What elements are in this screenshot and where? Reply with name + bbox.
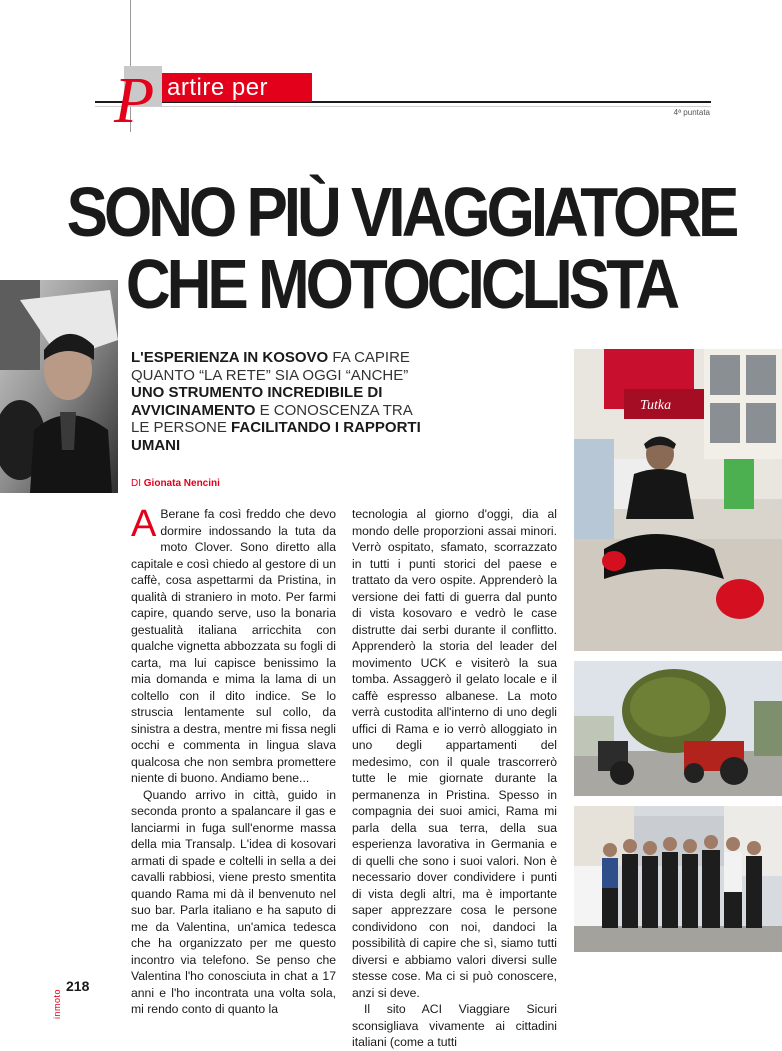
- deck-regular-1: FA CAPIRE QUANTO “LA RETE” SIA OGGI “ANCHE”: [131, 349, 410, 384]
- byline: [131, 478, 220, 489]
- author-portrait-photo: [0, 280, 118, 493]
- shop-sign-text: Tutka: [640, 398, 672, 413]
- deck-regular-2: E CONOSCENZA TRA LE PERSONE: [131, 401, 412, 436]
- section-tag-title: artire per: [167, 74, 269, 101]
- episode-label: 4ª puntata: [673, 108, 710, 117]
- deck-strong-2: UNO STRUMENTO INCREDIBILE DI AVVICINAMENTO: [131, 384, 383, 419]
- page-number: 218: [66, 978, 90, 994]
- photo-roadside-shop: [574, 349, 782, 651]
- byline-author: Gionata Nencini: [143, 478, 220, 489]
- header-rule-thin: [95, 106, 711, 107]
- byline-prefix: DI: [131, 478, 141, 489]
- body-paragraph: [131, 503, 336, 787]
- headline-line-2: CHE MOTOCICLISTA: [125, 246, 677, 324]
- headline-line-1: SONO PIÙ VIAGGIATORE: [66, 174, 736, 252]
- body-paragraph: Quando arrivo in città, guido in seconda pronto a spalancare il gas e lanciarmi in fuga sull'enorme massa della mia Transalp. L'idea di kosovari armati di spade e coltelli in sella a dei cavalli rabbiosi, viene presto smentita quando Rama mi dà il benvenuto nel suo bar. Parla italiano e ha saputo di me da Valentina, un'amica tedesca che ha organizzato per me questo incontro via telefono. Se penso che Valentina l'ho conosciuta in chat a 17 anni e l'ho incontrata una volta sola, mi rendo conto di quanto la: [131, 787, 336, 1016]
- body-column-2: [352, 506, 557, 1051]
- article-deck: [131, 349, 431, 454]
- body-paragraph: tecnologia al giorno d'oggi, dia al mondo delle proporzioni assai minori. Verrò ospitato, sfamato, scorrazzato in tutti i punti storici del paese e trattato da vero ospite. Apprenderò la versione dei fatti di guerra dal punto di vista kosovaro e vedrò le case distrutte dai serbi durante il conflitto. Apprenderò la storia del leader del movimento UCK e visiterò la sua tomba. Assaggerò il gelato locale e il caffè espresso albanese. La moto verrà custodita all'interno di uno degli uffici di Rama e io verrò alloggiato in uno degli appartamenti del medesimo, con il quale trascorrerò tutte le mie giornate durante la permanenza in Pristina. Spesso in compagnia dei suoi amici, Rama mi parla della sua terra, della sua esperienza lavorativa in Germania e di quelli che sono i suoi valori. Non è necessario dover condividere i punti di vista degli altri, ma è importante saper apprezzare cosa le persone condividono con noi, dandoci la possibilità di capire che sì, siamo tutti diversi e abbiamo valori diversi sulle stesse cose. Ma ci si può conoscere, anzi si deve.: [352, 507, 557, 1000]
- photo-tractor-hay: [574, 661, 782, 796]
- photo-group-friends: [574, 806, 782, 952]
- section-tag-initial: P: [114, 64, 155, 137]
- deck-strong-3: FACILITANDO I RAPPORTI UMANI: [131, 419, 421, 454]
- drop-cap: A: [131, 503, 157, 545]
- body-text: Berane fa così freddo che devo dormire indossando la tuta da moto Clover. Sono diretto alla capitale e così chiedo al gestore di un caffè, cosa aspettarmi da Pristina, in qualità di straniero in moto. Per farmi capire, quando serve, uso la bonaria gestualità italiana arricchita con qualche vignetta abbozzata su fogli di carta, ma lui capisce benissimo la mia domanda e mima la lama di un coltello con il dito indice. Se lo struscia lentamente sul collo, da sinistra a destra, mentre mi fissa negli occhi e commenta in lingua slava qualcosa che non sembra promettere niente di buono. Andiamo bene...: [131, 507, 336, 785]
- deck-strong-1: L'ESPERIENZA IN KOSOVO: [131, 349, 329, 366]
- body-column-1: [131, 503, 336, 1018]
- body-paragraph: Il sito ACI Viaggiare Sicuri sconsigliava vivamente ai cittadini italiani (come a tutti: [352, 1002, 557, 1049]
- magazine-brand: inmoto: [52, 988, 62, 1019]
- headline: [40, 174, 762, 324]
